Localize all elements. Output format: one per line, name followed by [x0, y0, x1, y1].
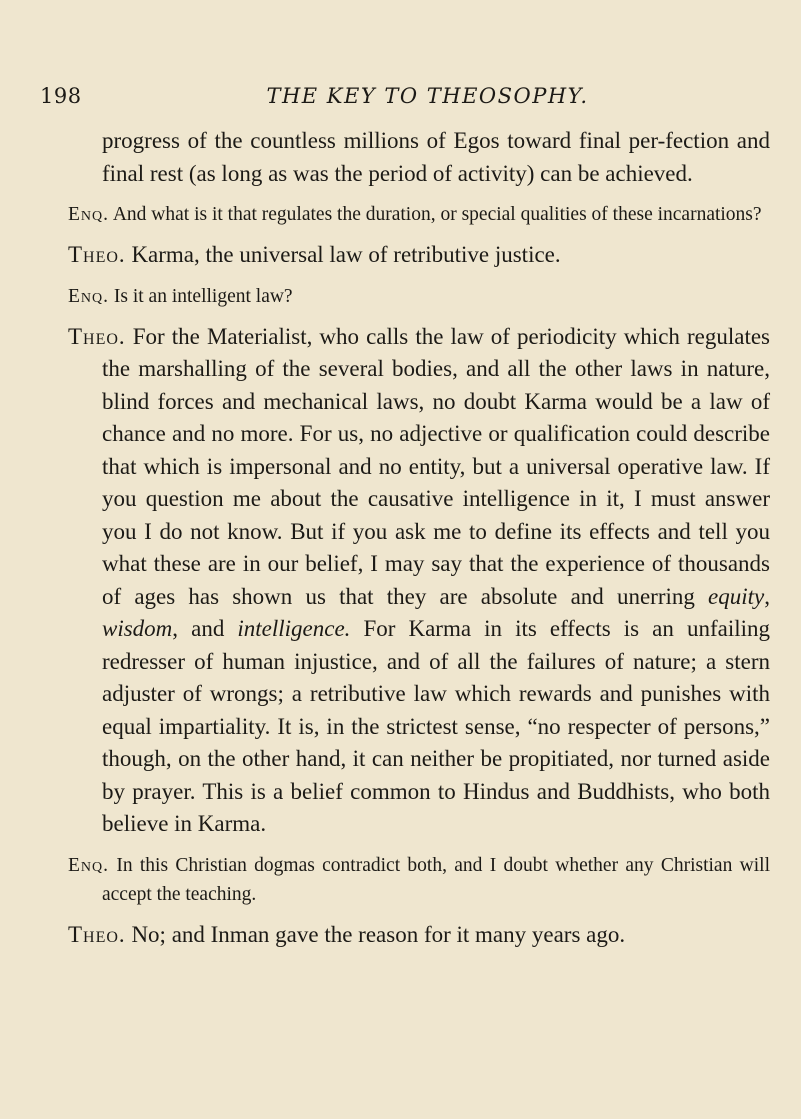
- paragraph-enquirer: [68, 851, 770, 909]
- emphasis-equity: equity: [708, 583, 765, 609]
- paragraph-theosophist: [68, 321, 770, 841]
- paragraph-theosophist: [68, 239, 770, 272]
- paragraph-text: For the Materialist, who calls the law of periodicity which regulates the marshalling of the several bodies, and all the other laws in nature, blind forces and mechanical laws, no doubt Karma would be a law of chance and no more. For us, no adjective or qualification could describe that which is impersonal and no entity, but a universal operative law. If you question me about the causative intelligence in it, I must answer you I do not know. But if you ask me to define its effects and tell you what these are in our belief, I may say that the experience of thousands of ages has shown us that they are absolute and unerring: [102, 323, 770, 609]
- emphasis-intelligence: intelligence.: [237, 616, 351, 641]
- paragraph-continuation: [68, 125, 770, 190]
- paragraph-text: progress of the countless millions of Egos toward final per-fection and final rest (as long as was the period of activity) can be achieved.: [102, 128, 770, 186]
- separator: , and: [172, 616, 238, 641]
- page-number: 198: [40, 84, 82, 108]
- paragraph-text: In this Christian dogmas contradict both, and I doubt whether any Christian will accept the teaching.: [102, 854, 770, 905]
- paragraph-text: Is it an intelligent law?: [113, 285, 293, 307]
- paragraph-text: No; and Inman gave the reason for it many years ago.: [131, 921, 626, 947]
- paragraph-text: And what is it that regulates the duration, or special qualities of these incarnations?: [112, 204, 762, 225]
- page-body: [68, 125, 770, 951]
- separator: ,: [764, 583, 770, 609]
- speaker-label: Theo.: [68, 323, 126, 349]
- speaker-label: Theo.: [68, 242, 126, 267]
- speaker-label: Enq.: [68, 854, 110, 876]
- paragraph-enquirer: [68, 282, 770, 311]
- speaker-label: Enq.: [68, 204, 110, 225]
- paragraph-text: For Karma in its effects is an unfailing redresser of human injustice, and of all the failures of nature; a stern adjuster of wrongs; a retributive law which rewards and punishes with equal impartiality. It is, in the strictest sense, “no respecter of persons,” though, on the other hand, it can neither be propitiated, nor turned aside by prayer. This is a belief common to Hindus and Buddhists, who both believe in Karma.: [102, 616, 770, 836]
- speaker-label: Theo.: [68, 921, 126, 947]
- emphasis-wisdom: wisdom: [102, 616, 173, 641]
- paragraph-text: Karma, the universal law of retributive justice.: [131, 242, 561, 267]
- paragraph-theosophist: [68, 919, 770, 952]
- paragraph-enquirer: [68, 200, 770, 229]
- page-header: [40, 84, 770, 114]
- speaker-label: Enq.: [68, 285, 110, 307]
- running-head: THE KEY TO THEOSOPHY.: [266, 84, 589, 108]
